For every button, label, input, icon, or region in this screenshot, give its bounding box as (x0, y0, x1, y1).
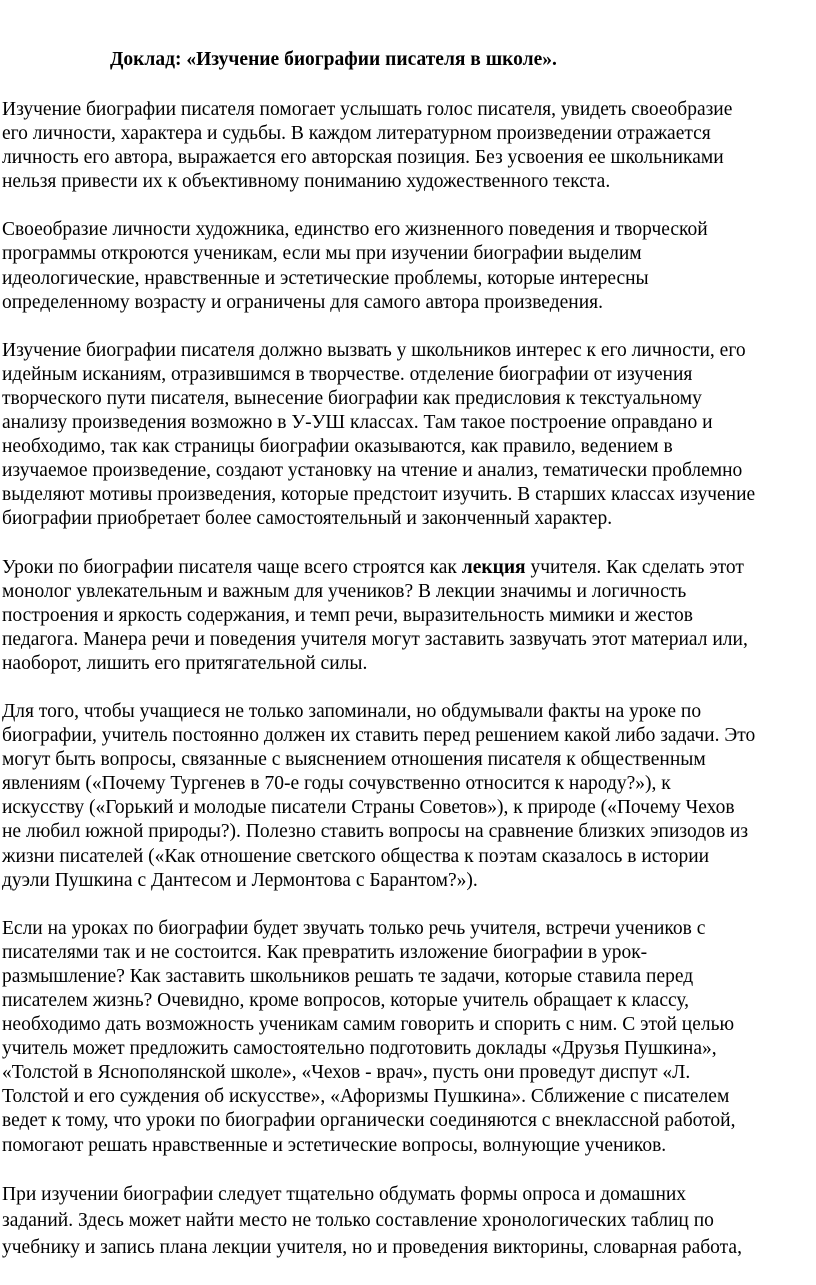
paragraph-4-line: монолог увлекательным и важным для учеников? В лекции значимы и логичность (2, 580, 687, 602)
paragraph-3-line: творческого пути писателя, вынесение биографии как предисловия к текстуальному (2, 387, 702, 409)
paragraph-1 (2, 98, 812, 194)
paragraph-6 (2, 917, 812, 1158)
paragraph-5-line: биографии, учитель постоянно должен их ставить перед решением какой либо задачи. Это (2, 725, 756, 747)
paragraph-4-line (2, 556, 812, 580)
paragraph-4 (2, 556, 812, 676)
paragraph-6-line: писателями так и не состоится. Как превратить изложение биографии в урок- (2, 941, 648, 963)
paragraph-5 (2, 700, 812, 893)
paragraph-6-line: необходимо дать возможность ученикам самим говорить и спорить с ним. С этой целью (2, 1014, 735, 1036)
paragraph-3-line: идейным исканиям, отразившимся в творчестве. отделение биографии от изучения (2, 363, 693, 385)
paragraph-5-line: жизни писателей («Как отношение светского общества к поэтам сказалось в истории (2, 845, 710, 867)
paragraph-3-line: биографии приобретает более самостоятельный и законченный характер. (2, 508, 613, 530)
paragraph-7-line: учебнику и запись плана лекции учителя, но и проведения викторины, словарная работа, (2, 1236, 742, 1258)
paragraph-1-line: личность его автора, выражается его авторская позиция. Без усвоения ее школьниками (2, 147, 724, 169)
paragraph-1-line: его личности, характера и судьбы. В каждом литературном произведении отражается (2, 123, 711, 145)
paragraph-3-line: анализу произведения возможно в У-УШ классах. Там такое построение оправдано и (2, 412, 713, 434)
paragraph-1-line: Изучение биографии писателя помогает услышать голос писателя, увидеть своеобразие (2, 99, 733, 120)
paragraph-5-line: искусству («Горький и молодые писатели Страны Советов»), к природе («Почему Чехов (2, 797, 735, 819)
paragraph-6-line: помогают решать нравственные и эстетические вопросы, волнующие учеников. (2, 1134, 667, 1156)
paragraph-3 (2, 339, 812, 532)
paragraph-6-line: писателем жизнь? Очевидно, кроме вопросов, которые учитель обращает к классу, (2, 990, 690, 1011)
paragraph-2-line: определенному возрасту и ограничены для самого автора произведения. (2, 291, 603, 313)
paragraph-5-line: дуэли Пушкина с Дантесом и Лермонтова с Барантом?»). (2, 869, 478, 891)
paragraph-4-text-after: учителя. Как сделать этот (525, 556, 744, 578)
paragraph-1-line: нельзя привести их к объективному пониманию художественного текста. (2, 171, 611, 193)
paragraph-4-line: наоборот, лишить его притягательной силы. (2, 652, 368, 674)
paragraph-7 (2, 1182, 812, 1262)
paragraph-2-line: Своеобразие личности художника, единство его жизненного поведения и творческой (2, 219, 708, 241)
paragraph-2 (2, 218, 812, 314)
paragraph-6-line: Толстой и его суждения об искусстве», «Афоризмы Пушкина». Сближение с писателем (2, 1086, 730, 1108)
emphasis-lecture: лекция (461, 556, 526, 578)
paragraph-6-line: учитель может предложить самостоятельно подготовить доклады «Друзья Пушкина», (2, 1038, 717, 1060)
paragraph-3-line: изучаемое произведение, создают установку на чтение и анализ, тематически проблемно (2, 460, 743, 482)
paragraph-2-line: идеологические, нравственные и эстетические проблемы, которые интересны (2, 267, 649, 289)
document-title: Доклад: «Изучение биографии писателя в школе». (110, 49, 557, 70)
paragraph-7-line: заданий. Здесь может найти место не только составление хронологических таблиц по (2, 1210, 714, 1232)
paragraph-6-line: Если на уроках по биографии будет звучать только речь учителя, встречи учеников с (2, 917, 706, 939)
paragraph-3-line: необходимо, так как страницы биографии оказываются, как правило, ведением в (2, 436, 673, 458)
paragraph-4-line: педагога. Манера речи и поведения учителя могут заставить зазвучать этот материал или, (2, 628, 748, 650)
paragraph-3-line: выделяют мотивы произведения, которые предстоит изучить. В старших классах изучение (2, 484, 756, 506)
paragraph-7-line: При изучении биографии следует тщательно обдумать формы опроса и домашних (2, 1183, 687, 1205)
paragraph-5-line: не любил южной природы?). Полезно ставить вопросы на сравнение близких эпизодов из (2, 821, 749, 843)
document-page (2, 0, 812, 1261)
paragraph-3-line: Изучение биографии писателя должно вызвать у школьников интерес к его личности, его (2, 339, 746, 361)
paragraph-6-line: ведет к тому, что уроки по биографии органически соединяются с внеклассной работой, (2, 1110, 736, 1132)
paragraph-6-line: «Толстой в Яснополянской школе», «Чехов - врач», пусть они проведут диспут «Л. (2, 1062, 691, 1084)
paragraph-5-line: явлениям («Почему Тургенев в 70-е годы сочувственно относится к народу?»), к (2, 773, 671, 795)
paragraph-5-line: Для того, чтобы учащиеся не только запоминали, но обдумывали факты на уроке по (2, 700, 702, 722)
paragraph-4-line: построения и яркость содержания, и темп речи, выразительность мимики и жестов (2, 604, 693, 626)
paragraph-2-line: программы откроются ученикам, если мы при изучении биографии выделим (2, 243, 642, 265)
paragraph-6-line: размышление? Как заставить школьников решать те задачи, которые ставила перед (2, 965, 694, 987)
paragraph-5-line: могут быть вопросы, связанные с выяснением отношения писателя к общественным (2, 749, 706, 771)
paragraph-4-text-before: Уроки по биографии писателя чаще всего строятся как (2, 556, 462, 578)
